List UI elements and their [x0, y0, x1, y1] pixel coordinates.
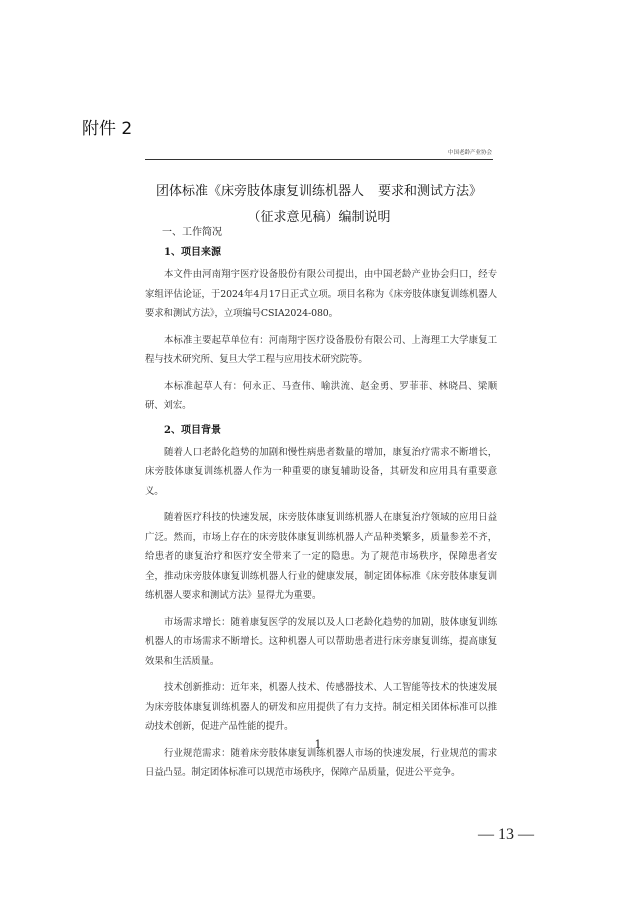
paragraph: 随着医疗科技的快速发展，床旁肢体康复训练机器人在康复治疗领域的应用日益广泛。然而，市场上存在的床旁肢体康复训练机器人产品种类繁多，质量参差不齐，给患者的康复治疗和医疗安全带来了一定的隐患。为了规范市场秩序，保障患者安全，推动床旁肢体康复训练机器人行业的健康发展，制定团体标准《床旁肢体康复训练机器人要求和测试方法》显得尤为重要。: [145, 512, 497, 601]
title-part-2: 要求和测试方法》: [378, 184, 483, 199]
title-part-1: 团体标准《床旁肢体康复训练机器人: [155, 184, 364, 199]
footer-page-number: — 13 —: [478, 826, 534, 843]
document-body: [145, 225, 497, 786]
paragraph: 行业规范需求：随着床旁肢体康复训练机器人市场的快速发展，行业规范的需求日益凸显。制定团体标准可以规范市场秩序，保障产品质量，促进公平竞争。: [145, 747, 497, 778]
subsection-heading: 1、项目来源: [164, 247, 221, 258]
section-heading: 一、工作简况: [162, 227, 222, 238]
paragraph: 市场需求增长：随着康复医学的发展以及人口老龄化趋势的加剧，肢体康复训练机器人的市场需求不断增长。这种机器人可以帮助患者进行床旁康复训练，提高康复效果和生活质量。: [145, 616, 497, 667]
subsection-heading: 2、项目背景: [164, 424, 221, 436]
paragraph: 技术创新推动：近年来，机器人技术、传感器技术、人工智能等技术的快速发展为床旁肢体康复训练机器人的研发和应用提供了有力支持。制定相关团体标准可以推动技术创新，促进产品性能的提升。: [145, 682, 497, 732]
inner-page-number: 1: [314, 738, 322, 751]
paragraph: 本标准主要起草单位有：河南翔宇医疗设备股份有限公司、上海理工大学康复工程与技术研究所、复旦大学工程与应用技术研究院等。: [145, 334, 497, 365]
document-title: [140, 180, 498, 199]
header-rule: [145, 159, 493, 160]
paragraph: 本标准起草人有：何永正、马查伟、喻洪流、赵金勇、罗菲菲、林晓昌、梁顺研、刘宏。: [145, 380, 497, 411]
paragraph: 随着人口老龄化趋势的加剧和慢性病患者数量的增加，康复治疗需求不断增长，床旁肢体康复训练机器人作为一种重要的康复辅助设备，其研发和应用具有重要意义。: [145, 446, 497, 497]
document-subtitle: （征求意见稿）编制说明: [247, 210, 391, 225]
header-organization: 中国老龄产业协会: [447, 150, 492, 156]
attachment-label: 附件 2: [82, 119, 133, 139]
paragraph: 本文件由河南翔宇医疗设备股份有限公司提出，由中国老龄产业协会归口，经专家组评估论证，于2024年4月17日正式立项。项目名称为《床旁肢体康复训练机器人要求和测试方法》，立项编号CSIA2024-080。: [145, 269, 497, 319]
